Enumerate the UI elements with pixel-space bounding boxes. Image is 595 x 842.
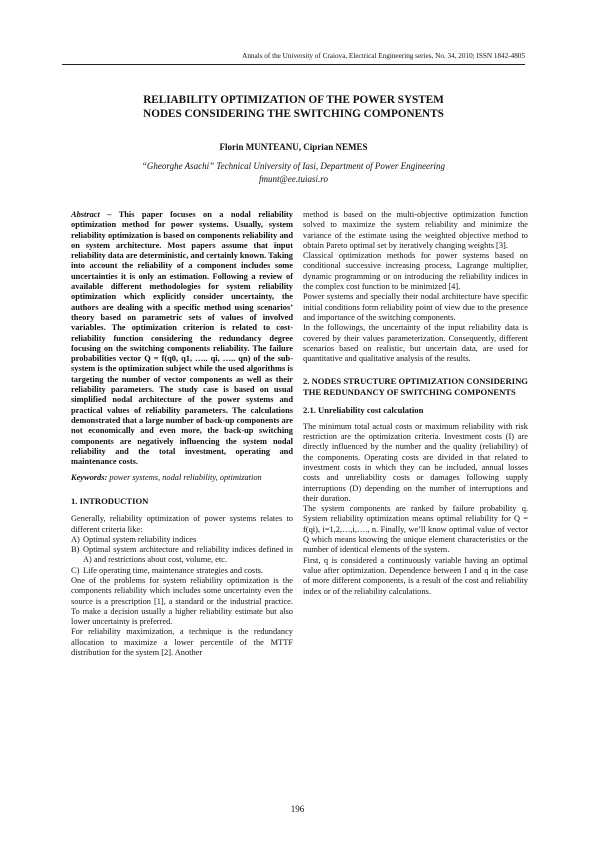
affiliation-block [62,160,525,186]
keywords [71,473,293,483]
title-line-1: RELIABILITY OPTIMIZATION OF THE POWER SYSTEM [143,94,444,106]
running-header: Annals of the University of Craiova, Electrical Engineering series, No. 34, 2010; ISSN 1842-4805 [242,52,525,60]
body-paragraph: In the followings, the uncertainty of the input reliability data is covered by their values parameterization. Consequently, different scenarios based on realistic, but uncertain data, are used for quantitative and qualitative analysis of the results. [303,323,528,364]
list-marker: A) [71,534,80,544]
list-text: Optimal system reliability indices [83,534,197,544]
keywords-label: Keywords: [71,473,108,483]
body-paragraph: The minimum total actual costs or maximum reliability with risk restriction are the optimization criteria. Investment costs (I) are directly influenced by the number and the quality (reliability) of the components. Operating costs are divided in that related to investment costs in which they can be included, annual losses costs and unreliability costs or damages following supply interruptions (D) depending on the number of interruptions and their duration. [303,421,528,503]
section-heading-introduction: 1. INTRODUCTION [71,495,149,506]
left-column [71,210,293,658]
paper-title [62,93,525,121]
body-paragraph: method is based on the multi-objective optimization function solved to maximize the system reliability and minimize the variance of the estimate using the weighted objective method to obtain Pareto optimal set by iteratively changing weights [3]. [303,210,528,250]
title-line-2: NODES CONSIDERING THE SWITCHING COMPONENTS [143,108,444,120]
intro-paragraph-3: For reliability maximization, a technique is the redundancy allocation to maximize a lower percentile of the MTTF distribution for the system [2]. Another [71,627,293,658]
section-heading-nodes-structure: 2. NODES STRUCTURE OPTIMIZATION CONSIDERING THE REDUNDANCY OF SWITCHING COMPONENTS [303,376,528,397]
right-column [303,210,528,597]
intro-paragraph-2: One of the problems for system reliability optimization is the components reliability which includes some uncertainty even the source is a prescription [1], a standard or the industrial practice. To make a decision usually a higher reliability estimate but also lower uncertainty is preferred. [71,576,293,627]
list-text: Life operating time, maintenance strategies and costs. [83,565,263,575]
list-item [71,545,293,566]
abstract-text: This paper focuses on a nodal reliability optimization method for power systems. Usually, system reliability optimization is based on components reliability and on system architecture. Most papers assume that input reliability data are deterministic, and certainly known. Taking into account the reliability of a component includes some uncertainties it is only an estimation. Following a review of available different methodologies for system reliability optimization which explicitly consider uncertainty, the authors are dealing with a specific method using scenarios’ theory based on parametric sets of values of involved variables. The optimization criterion is related to cost-reliability function considering the redundancy degree focusing on the switching components reliability. The failure probabilities vector Q = f(q0, q1, ….. qi, ….. qn) of the sub-system is the optimization subject while the used algorithms is targeting the number of vector components as well as their reliability parameters. The study case is based on usual simplified nodal architecture of the power systems and practical values of reliability parameters. The calculations demonstrated that a large number of back-up components are not economically and even more, the back-up switching components are negatively influencing the system nodal reliability and the total investment, operating and maintenance costs. [71,210,293,467]
body-paragraph: Classical optimization methods for power systems based on conditional successive increasing process, Lagrange multiplier, dynamic programming or on introducing the reliability indices in the complex cost function to be minimized [4]. [303,251,528,292]
list-marker: B) [71,545,80,555]
abstract [71,210,293,467]
page-number: 196 [290,804,305,814]
intro-paragraph-1: Generally, reliability optimization of power systems relates to different criteria like: [71,514,293,534]
list-item [71,535,293,545]
list-text: Optimal system architecture and reliability indices defined in A) and restrictions about cost, volume, etc. [83,545,293,565]
list-item [71,566,293,576]
body-paragraph: First, q is considered a continuously variable having an optimal value after optimization. Dependence between I and q in the case of more different components, is a result of the cost and reliability index or of the reliability calculations. [303,555,528,596]
body-paragraph: The system components are ranked by failure probability q. System reliability optimization means optimal reliability for Q = f(qi), i=1,2,…,i,…., n. Finally, we’ll know optimal value of vector Q which means knowing the unique element characteristics or the number of identical elements of the system. [303,504,528,555]
header-rule [62,64,525,65]
keywords-text: power systems, nodal reliability, optimization [109,473,262,483]
abstract-label: Abstract – [71,210,112,219]
subsection-heading-unreliability-cost: 2.1. Unreliability cost calculation [303,405,424,416]
authors: Florin MUNTEANU, Ciprian NEMES [219,142,368,152]
affiliation: “Gheorghe Asachi” Technical University of Iasi, Department of Power Engineering [141,161,446,171]
author-email: fmunt@ee.tuiasi.ro [259,174,328,184]
list-marker: C) [71,565,80,575]
body-paragraph: Power systems and specially their nodal architecture have specific initial conditions form reliability point of view due to the presence and importance of the switching components. [303,292,528,322]
